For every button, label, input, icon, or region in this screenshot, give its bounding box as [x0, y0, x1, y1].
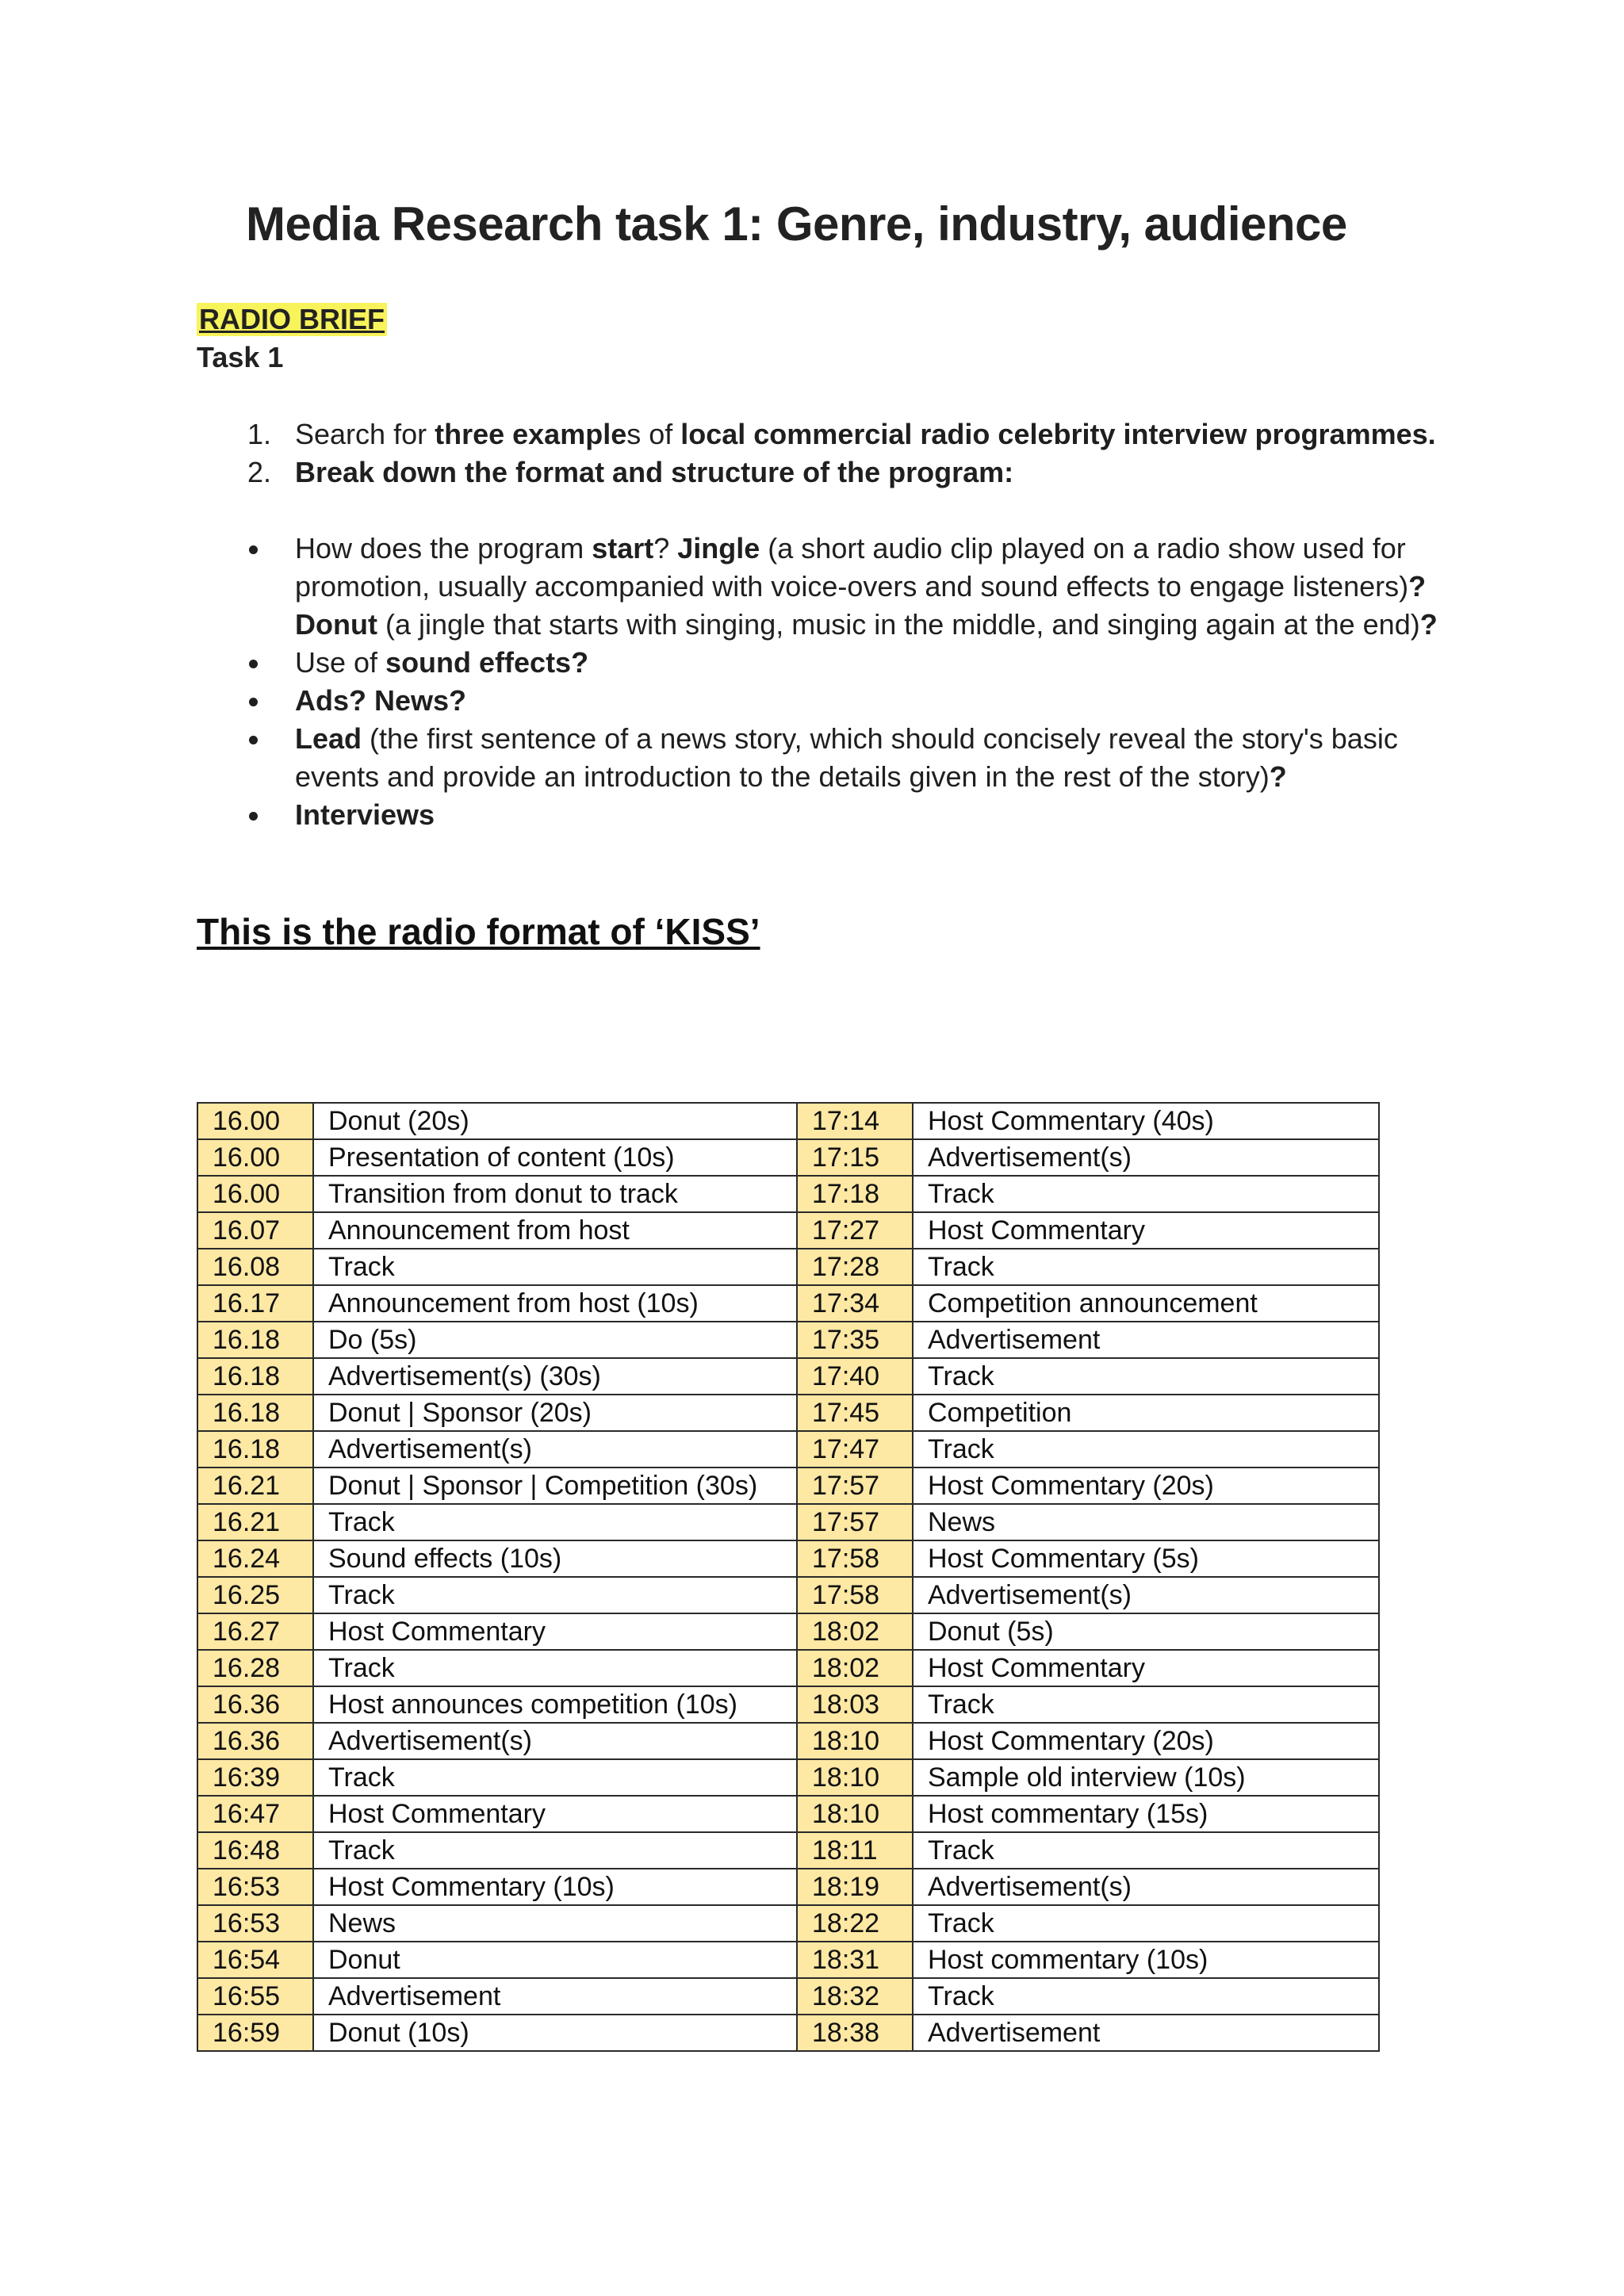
start-time-cell: 18:11 — [797, 1832, 913, 1869]
start-time-cell: 18:10 — [797, 1759, 913, 1796]
segment-cell: Advertisement(s) — [913, 1577, 1379, 1613]
table-row — [197, 1431, 1379, 1468]
bullet-icon — [249, 545, 258, 554]
segment-cell: Advertisement — [913, 2015, 1379, 2051]
start-time-cell: 17:40 — [797, 1358, 913, 1395]
text-run: Interviews — [295, 798, 435, 831]
segment-cell: Track — [913, 1431, 1379, 1468]
table-row — [197, 1540, 1379, 1577]
start-time-cell: 16.28 — [197, 1650, 313, 1686]
segment-cell: Track — [313, 1504, 797, 1540]
segment-cell: Advertisement — [313, 1978, 797, 2015]
text-run: ? — [1269, 760, 1287, 793]
segment-cell: Track — [313, 1249, 797, 1285]
text-run: (a jingle that starts with singing, music in the middle, and singing again at the end) — [377, 608, 1420, 641]
segment-cell: Do (5s) — [313, 1322, 797, 1358]
segment-cell: Donut — [313, 1942, 797, 1978]
segment-cell: Track — [913, 1686, 1379, 1723]
text-run: (a short audio clip played on a radio show used for promotion, usually accompanied with voice-overs and sound effects to engage listeners) — [295, 532, 1409, 603]
text-run: ? — [653, 532, 678, 564]
segment-cell: Donut | Sponsor | Competition (30s) — [313, 1468, 797, 1504]
segment-cell: Track — [313, 1577, 797, 1613]
schedule-table — [197, 1102, 1380, 2052]
segment-cell: Advertisement(s) — [913, 1869, 1379, 1905]
start-time-cell: 16:47 — [197, 1796, 313, 1832]
segment-cell: Announcement from host — [313, 1212, 797, 1249]
start-time-cell: 16.25 — [197, 1577, 313, 1613]
start-time-cell: 16:59 — [197, 2015, 313, 2051]
text-run: Break down the format and structure of the program: — [295, 456, 1014, 488]
segment-cell: Track — [313, 1832, 797, 1869]
numbered-item — [238, 453, 1475, 492]
bullet-item — [238, 644, 1443, 682]
segment-cell: Advertisement(s) — [313, 1723, 797, 1759]
start-time-cell: 16.21 — [197, 1468, 313, 1504]
text-run: sound effects? — [385, 646, 589, 679]
start-time-cell: 16.00 — [197, 1139, 313, 1176]
segment-cell: Donut (20s) — [313, 1103, 797, 1139]
start-time-cell: 16:55 — [197, 1978, 313, 2015]
segment-cell: Host Commentary — [913, 1212, 1379, 1249]
start-time-cell: 16:48 — [197, 1832, 313, 1869]
start-time-cell: 18:22 — [797, 1905, 913, 1942]
start-time-cell: 18:19 — [797, 1869, 913, 1905]
item-number: 2. — [247, 456, 272, 488]
segment-cell: Host Commentary — [913, 1650, 1379, 1686]
segment-cell: Host announces competition (10s) — [313, 1686, 797, 1723]
start-time-cell: 17:27 — [797, 1212, 913, 1249]
bullet-item — [238, 682, 1443, 720]
segment-cell: Competition announcement — [913, 1285, 1379, 1322]
segment-cell: Donut (10s) — [313, 2015, 797, 2051]
segment-cell: Host commentary (10s) — [913, 1942, 1379, 1978]
start-time-cell: 16.36 — [197, 1686, 313, 1723]
table-row — [197, 1176, 1379, 1212]
segment-cell: Advertisement(s) — [913, 1139, 1379, 1176]
start-time-cell: 16:39 — [197, 1759, 313, 1796]
segment-cell: Host commentary (15s) — [913, 1796, 1379, 1832]
segment-cell: Sample old interview (10s) — [913, 1759, 1379, 1796]
start-time-cell: 18:02 — [797, 1613, 913, 1650]
text-run: ? Donut — [295, 570, 1427, 641]
table-row — [197, 1249, 1379, 1285]
start-time-cell: 18:31 — [797, 1942, 913, 1978]
segment-cell: Host Commentary (40s) — [913, 1103, 1379, 1139]
start-time-cell: 16:54 — [197, 1942, 313, 1978]
start-time-cell: 16.18 — [197, 1431, 313, 1468]
start-time-cell: 16:53 — [197, 1869, 313, 1905]
text-run: three example — [435, 418, 627, 450]
table-row — [197, 1285, 1379, 1322]
start-time-cell: 17:28 — [797, 1249, 913, 1285]
text-run: Jingle — [677, 532, 760, 564]
start-time-cell: 18:10 — [797, 1723, 913, 1759]
start-time-cell: 17:15 — [797, 1139, 913, 1176]
bullet-icon — [249, 660, 258, 668]
table-row — [197, 1723, 1379, 1759]
task-label: Task 1 — [197, 341, 284, 373]
segment-cell: Presentation of content (10s) — [313, 1139, 797, 1176]
segment-cell: Host Commentary (20s) — [913, 1468, 1379, 1504]
start-time-cell: 16.21 — [197, 1504, 313, 1540]
radio-brief-label: RADIO BRIEF — [197, 303, 387, 336]
segment-cell: Host Commentary (20s) — [913, 1723, 1379, 1759]
table-row — [197, 1103, 1379, 1139]
start-time-cell: 17:57 — [797, 1468, 913, 1504]
segment-cell: Donut (5s) — [913, 1613, 1379, 1650]
segment-cell: Host Commentary — [313, 1796, 797, 1832]
table-row — [197, 1504, 1379, 1540]
segment-cell: Track — [913, 1905, 1379, 1942]
segment-cell: Advertisement — [913, 1322, 1379, 1358]
start-time-cell: 16.08 — [197, 1249, 313, 1285]
bullet-icon — [249, 736, 258, 744]
start-time-cell: 17:45 — [797, 1395, 913, 1431]
segment-cell: News — [313, 1905, 797, 1942]
table-row — [197, 1468, 1379, 1504]
bullet-icon — [249, 698, 258, 706]
table-row — [197, 1869, 1379, 1905]
segment-cell: Sound effects (10s) — [313, 1540, 797, 1577]
start-time-cell: 18:38 — [797, 2015, 913, 2051]
segment-cell: Track — [913, 1249, 1379, 1285]
table-row — [197, 1942, 1379, 1978]
table-row — [197, 1212, 1379, 1249]
start-time-cell: 16.00 — [197, 1103, 313, 1139]
text-run: Ads? News? — [295, 684, 467, 717]
start-time-cell: 16.24 — [197, 1540, 313, 1577]
numbered-item — [238, 415, 1475, 453]
segment-cell: Track — [913, 1832, 1379, 1869]
text-run: ? — [1419, 608, 1438, 641]
table-row — [197, 1577, 1379, 1613]
start-time-cell: 18:02 — [797, 1650, 913, 1686]
text-run: (the first sentence of a news story, which should concisely reveal the story's basic events and provide an introduction to the details given in the rest of the story) — [295, 722, 1398, 793]
table-row — [197, 2015, 1379, 2051]
start-time-cell: 16.07 — [197, 1212, 313, 1249]
table-row — [197, 1322, 1379, 1358]
text-run: Lead — [295, 722, 362, 755]
table-row — [197, 1650, 1379, 1686]
start-time-cell: 17:18 — [797, 1176, 913, 1212]
start-time-cell: 18:03 — [797, 1686, 913, 1723]
start-time-cell: 17:58 — [797, 1540, 913, 1577]
segment-cell: Donut | Sponsor (20s) — [313, 1395, 797, 1431]
start-time-cell: 16.18 — [197, 1322, 313, 1358]
table-row — [197, 1905, 1379, 1942]
section-heading: This is the radio format of ‘KISS’ — [197, 911, 760, 952]
segment-cell: News — [913, 1504, 1379, 1540]
bullet-item — [238, 720, 1443, 796]
table-row — [197, 1978, 1379, 2015]
start-time-cell: 17:35 — [797, 1322, 913, 1358]
table-row — [197, 1686, 1379, 1723]
segment-cell: Competition — [913, 1395, 1379, 1431]
bullet-item — [238, 796, 1443, 834]
segment-cell: Advertisement(s) — [313, 1431, 797, 1468]
bullet-icon — [249, 812, 258, 821]
table-row — [197, 1358, 1379, 1395]
text-run: s of — [626, 418, 681, 450]
start-time-cell: 17:14 — [797, 1103, 913, 1139]
segment-cell: Host Commentary (10s) — [313, 1869, 797, 1905]
start-time-cell: 16.18 — [197, 1358, 313, 1395]
start-time-cell: 17:57 — [797, 1504, 913, 1540]
table-row — [197, 1139, 1379, 1176]
segment-cell: Host Commentary — [313, 1613, 797, 1650]
numbered-steps — [238, 415, 1475, 492]
segment-cell: Track — [313, 1759, 797, 1796]
segment-cell: Track — [913, 1358, 1379, 1395]
bullet-list — [238, 530, 1443, 834]
bullet-item — [238, 530, 1443, 644]
segment-cell: Announcement from host (10s) — [313, 1285, 797, 1322]
segment-cell: Track — [913, 1176, 1379, 1212]
text-run: local commercial radio celebrity interview programmes. — [680, 418, 1436, 450]
table-row — [197, 1613, 1379, 1650]
start-time-cell: 16.18 — [197, 1395, 313, 1431]
text-run: How does the program — [295, 532, 592, 564]
item-number: 1. — [247, 418, 272, 450]
start-time-cell: 16.17 — [197, 1285, 313, 1322]
table-row — [197, 1759, 1379, 1796]
start-time-cell: 16.27 — [197, 1613, 313, 1650]
document-title: Media Research task 1: Genre, industry, audience — [246, 197, 1347, 251]
segment-cell: Track — [913, 1978, 1379, 2015]
segment-cell: Transition from donut to track — [313, 1176, 797, 1212]
start-time-cell: 17:34 — [797, 1285, 913, 1322]
text-run: Use of — [295, 646, 386, 679]
segment-cell: Track — [313, 1650, 797, 1686]
start-time-cell: 16:53 — [197, 1905, 313, 1942]
start-time-cell: 18:32 — [797, 1978, 913, 2015]
start-time-cell: 16.00 — [197, 1176, 313, 1212]
table-row — [197, 1395, 1379, 1431]
segment-cell: Advertisement(s) (30s) — [313, 1358, 797, 1395]
start-time-cell: 18:10 — [797, 1796, 913, 1832]
text-run: start — [592, 532, 654, 564]
table-row — [197, 1832, 1379, 1869]
segment-cell: Host Commentary (5s) — [913, 1540, 1379, 1577]
text-run: Search for — [295, 418, 435, 450]
start-time-cell: 17:58 — [797, 1577, 913, 1613]
start-time-cell: 17:47 — [797, 1431, 913, 1468]
start-time-cell: 16.36 — [197, 1723, 313, 1759]
table-row — [197, 1796, 1379, 1832]
